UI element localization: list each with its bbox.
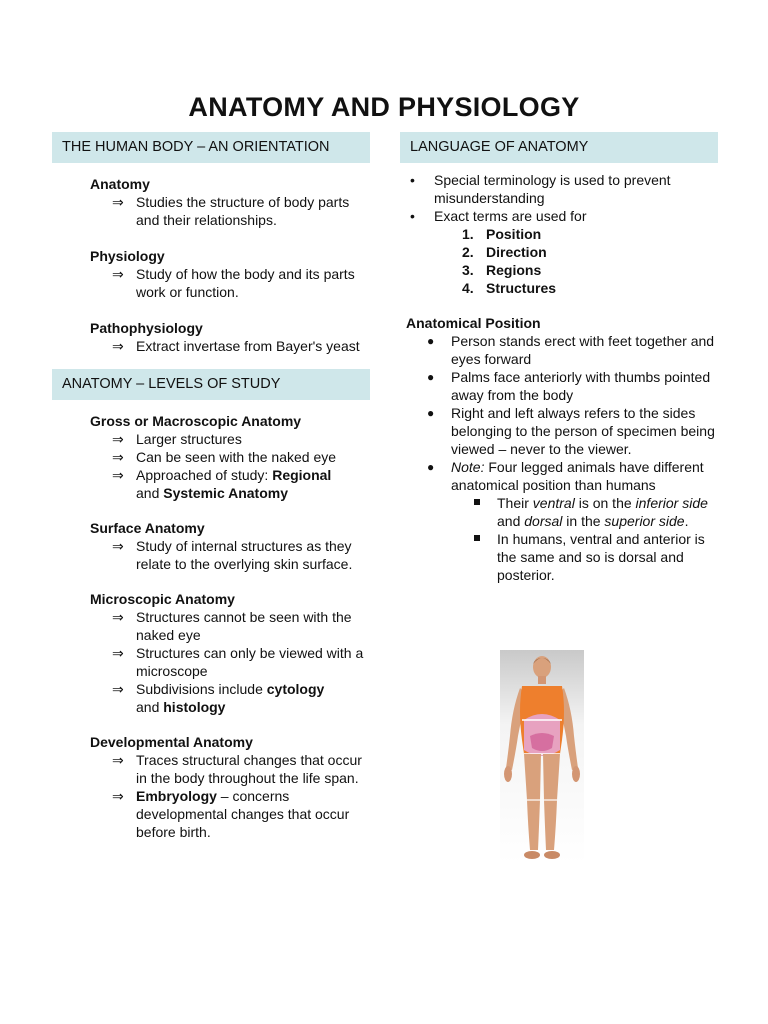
dev-item-2-text: – concerns developmental changes that occur before birth. — [136, 788, 350, 840]
arrow-icon: ⇒ — [112, 449, 124, 465]
bullet-item — [400, 332, 718, 368]
square-bullet-item — [400, 494, 718, 530]
bullet-icon: • — [410, 208, 415, 224]
bullet-icon: ● — [427, 334, 435, 348]
gross-item-3-regional: Regional — [272, 467, 332, 483]
micro-item-3-pre: Subdivisions include — [136, 681, 267, 697]
bullet-icon: ● — [427, 406, 435, 420]
anatomy-definition — [90, 193, 370, 229]
number-label: 3. — [462, 262, 474, 278]
bullet-item — [400, 171, 718, 207]
term-developmental-anatomy: Developmental Anatomy — [90, 734, 253, 750]
arrow-icon: ⇒ — [112, 338, 124, 354]
numbered-item — [400, 261, 718, 279]
arrow-icon: ⇒ — [112, 609, 124, 625]
gross-item-2 — [90, 448, 370, 466]
bullet-icon: • — [410, 172, 415, 188]
arrow-icon: ⇒ — [112, 194, 124, 210]
micro-item-3 — [90, 680, 370, 716]
levels-block — [90, 412, 370, 841]
section-header-orientation: THE HUMAN BODY – AN ORIENTATION — [52, 132, 370, 163]
bullet-2-text: Exact terms are used for — [434, 208, 587, 224]
bullet-item — [400, 207, 718, 225]
surface-item-1 — [90, 537, 370, 573]
numbered-text: Regions — [486, 262, 542, 278]
anatomy-def-text: Studies the structure of body parts and their relationships. — [136, 194, 350, 228]
arrow-icon: ⇒ — [112, 431, 124, 447]
sq1-dorsal: dorsal — [524, 513, 563, 529]
gross-item-2-text: Can be seen with the naked eye — [136, 449, 337, 465]
numbered-text: Structures — [486, 280, 557, 296]
numbered-text: Direction — [486, 244, 547, 260]
dev-item-2 — [90, 787, 370, 841]
numbered-item — [400, 225, 718, 243]
gross-item-3-mid: and — [136, 485, 164, 501]
ap-4-text: Four legged animals have different anatomical position than humans — [451, 459, 704, 493]
term-physiology: Physiology — [90, 248, 165, 264]
numbered-item — [400, 279, 718, 297]
term-microscopic-anatomy: Microscopic Anatomy — [90, 591, 235, 607]
term-gross-anatomy: Gross or Macroscopic Anatomy — [90, 413, 302, 429]
arrow-icon: ⇒ — [112, 467, 124, 483]
page-title: ANATOMY AND PHYSIOLOGY — [188, 92, 580, 122]
gross-item-1 — [90, 430, 370, 448]
micro-item-3-mid: and — [136, 699, 164, 715]
gross-item-3-systemic: Systemic Anatomy — [163, 485, 288, 501]
ap-1-text: Person stands erect with feet together and eyes forward — [451, 333, 715, 367]
bullet-icon: ● — [427, 370, 435, 384]
arrow-icon: ⇒ — [112, 681, 124, 697]
micro-item-1 — [90, 608, 370, 644]
surface-item-1-text: Study of internal structures as they relate to the overlying skin surface. — [136, 538, 353, 572]
orientation-block — [90, 175, 370, 355]
sq1-c: and — [497, 513, 525, 529]
bullet-1-text: Special terminology is used to prevent misunderstanding — [434, 172, 671, 206]
gross-item-1-text: Larger structures — [136, 431, 242, 447]
ap-2-text: Palms face anteriorly with thumbs pointed away from the body — [451, 369, 711, 403]
arrow-icon: ⇒ — [112, 645, 124, 661]
right-column — [400, 132, 718, 584]
anatomical-position-heading: Anatomical Position — [406, 315, 541, 331]
number-label: 2. — [462, 244, 474, 260]
dev-item-1-text: Traces structural changes that occur in the body throughout the life span. — [136, 752, 362, 786]
micro-item-3-histology: histology — [163, 699, 226, 715]
ap-3-text: Right and left always refers to the sides belonging to the person of specimen being viewed – never to the viewer. — [451, 405, 715, 457]
physiology-definition — [90, 265, 370, 301]
square-bullet-icon — [474, 535, 480, 541]
patho-def-text: Extract invertase from Bayer's yeast — [136, 338, 360, 354]
gross-item-3-pre: Approached of study: — [136, 467, 273, 483]
sq1-inferior: inferior side — [635, 495, 708, 511]
micro-item-1-text: Structures cannot be seen with the naked eye — [136, 609, 352, 643]
arrow-icon: ⇒ — [112, 788, 124, 804]
micro-item-3-cytology: cytology — [266, 681, 325, 697]
term-surface-anatomy: Surface Anatomy — [90, 520, 205, 536]
dev-item-2-embryology: Embryology — [136, 788, 217, 804]
section-header-levels: ANATOMY – LEVELS OF STUDY — [52, 369, 370, 400]
micro-item-2 — [90, 644, 370, 680]
number-label: 4. — [462, 280, 474, 296]
dev-item-1 — [90, 751, 370, 787]
numbered-item — [400, 243, 718, 261]
sq1-b: is on the — [574, 495, 636, 511]
sq1-ventral: ventral — [532, 495, 575, 511]
number-label: 1. — [462, 226, 474, 242]
bullet-icon: ● — [427, 460, 435, 474]
micro-item-2-text: Structures can only be viewed with a microscope — [136, 645, 364, 679]
arrow-icon: ⇒ — [112, 752, 124, 768]
left-column — [52, 132, 370, 841]
anatomical-position-figure — [500, 650, 584, 864]
term-pathophysiology: Pathophysiology — [90, 320, 203, 336]
sq1-a: Their — [497, 495, 533, 511]
sq1-d: in the — [562, 513, 605, 529]
language-block — [400, 171, 718, 584]
bullet-item — [400, 458, 718, 494]
square-bullet-icon — [474, 499, 480, 505]
bullet-item — [400, 368, 718, 404]
gross-item-3 — [90, 466, 370, 502]
square-bullet-item — [400, 530, 718, 584]
term-anatomy: Anatomy — [90, 176, 150, 192]
arrow-icon: ⇒ — [112, 538, 124, 554]
section-header-language: LANGUAGE OF ANATOMY — [400, 132, 718, 163]
sq1-e: . — [684, 513, 689, 529]
pathophysiology-definition — [90, 337, 370, 355]
arrow-icon: ⇒ — [112, 266, 124, 282]
numbered-text: Position — [486, 226, 542, 242]
note-label: Note: — [451, 459, 485, 475]
physiology-def-text: Study of how the body and its parts work or function. — [136, 266, 355, 300]
bullet-item — [400, 404, 718, 458]
sq1-superior: superior side — [604, 513, 685, 529]
sq2-text: In humans, ventral and anterior is the same and so is dorsal and posterior. — [497, 531, 705, 583]
